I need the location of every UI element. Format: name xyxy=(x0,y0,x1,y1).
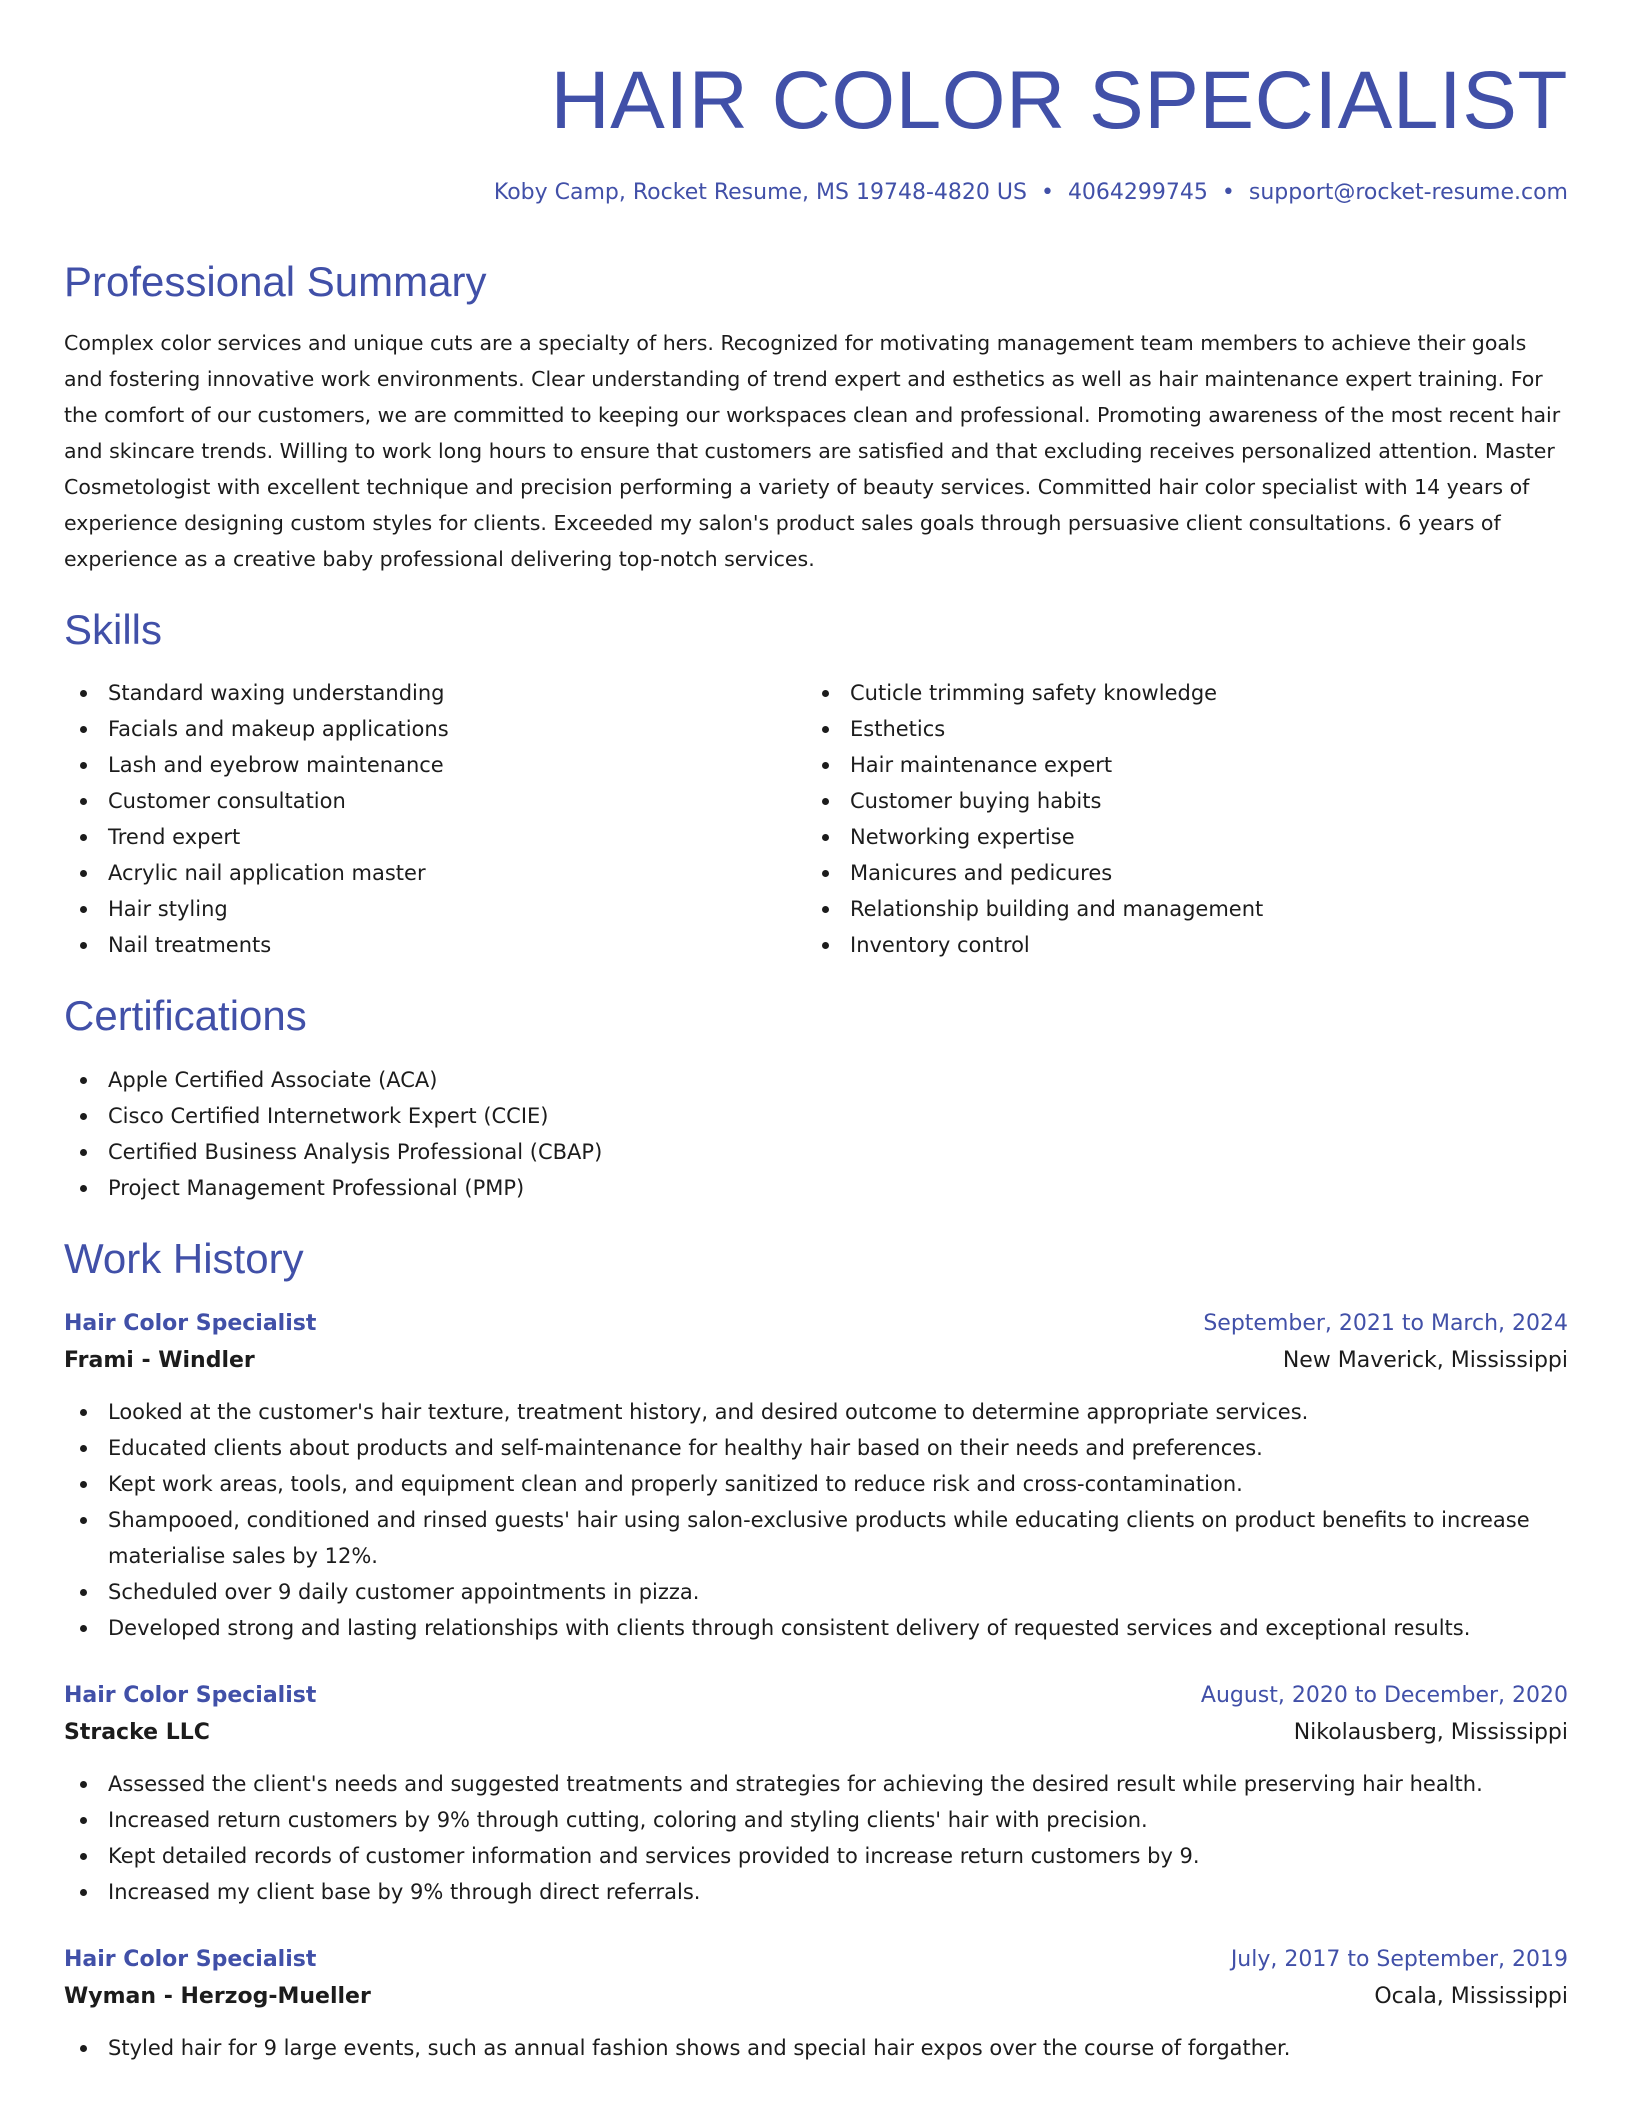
skills-column-right xyxy=(806,675,1548,963)
job-company: Frami - Windler xyxy=(64,1347,255,1373)
skill-item: Cuticle trimming safety knowledge xyxy=(806,675,1548,711)
certification-item: Project Management Professional (PMP) xyxy=(64,1170,1568,1206)
job-bullet: Scheduled over 9 daily customer appointments in pizza. xyxy=(64,1574,1568,1610)
certifications-list xyxy=(64,1062,1568,1206)
job-location: New Maverick, Mississippi xyxy=(1282,1347,1568,1373)
job-company-row xyxy=(64,1978,1568,2016)
job-company-row xyxy=(64,1714,1568,1752)
skill-item: Facials and makeup applications xyxy=(64,711,806,747)
job-entry xyxy=(64,1306,1568,1646)
section-heading-skills: Skills xyxy=(64,606,163,654)
job-title: Hair Color Specialist xyxy=(64,1946,317,1972)
job-dates: August, 2020 to December, 2020 xyxy=(1200,1682,1568,1708)
job-entry xyxy=(64,1942,1568,2066)
contact-phone: 4064299745 xyxy=(1067,180,1208,205)
skills-column-left xyxy=(64,675,806,963)
certification-item: Cisco Certified Internetwork Expert (CCIE) xyxy=(64,1098,1568,1134)
job-header-row xyxy=(64,1678,1568,1714)
job-dates: September, 2021 to March, 2024 xyxy=(1203,1310,1568,1336)
job-bullets xyxy=(64,1394,1568,1646)
work-history-section xyxy=(64,1236,1568,2066)
skill-item: Inventory control xyxy=(806,927,1548,963)
job-company: Stracke LLC xyxy=(64,1719,210,1745)
skill-item: Nail treatments xyxy=(64,927,806,963)
job-bullet: Assessed the client's needs and suggested treatments and strategies for achieving the desired result while preserving hair health. xyxy=(64,1766,1568,1802)
job-entry xyxy=(64,1678,1568,1910)
job-bullets xyxy=(64,2030,1568,2066)
skill-item: Manicures and pedicures xyxy=(806,855,1548,891)
job-bullet: Shampooed, conditioned and rinsed guests' hair using salon-exclusive products while educating clients on product benefits to increase materialise sales by 12%. xyxy=(64,1502,1568,1574)
job-bullet: Increased return customers by 9% through cutting, coloring and styling clients' hair with precision. xyxy=(64,1802,1568,1838)
contact-address: Koby Camp, Rocket Resume, MS 19748-4820 US xyxy=(493,180,1027,205)
skill-item: Acrylic nail application master xyxy=(64,855,806,891)
job-title: Hair Color Specialist xyxy=(64,1682,317,1708)
summary-text: Complex color services and unique cuts are a specialty of hers. Recognized for motivating management team members to achieve their goals and fostering innovative work environments. Clear understanding of trend expert and esthetics as well as hair maintenance expert training. For the comfort of our customers, we are committed to keeping our workspaces clean and professional. Promoting awareness of the most recent hair and skincare trends. Willing to work long hours to ensure that customers are satisfied and that excluding receives personalized attention. Master Cosmetologist with excellent technique and precision performing a variety of beauty services. Committed hair color specialist with 14 years of experience designing custom styles for clients. Exceeded my salon's product sales goals through persuasive client consultations. 6 years of experience as a creative baby professional delivering top-notch services. xyxy=(64,331,1561,572)
certification-item: Apple Certified Associate (ACA) xyxy=(64,1062,1568,1098)
job-bullet: Developed strong and lasting relationships with clients through consistent delivery of requested services and exceptional results. xyxy=(64,1610,1568,1646)
job-location: Nikolausberg, Mississippi xyxy=(1293,1719,1568,1745)
job-header-row xyxy=(64,1306,1568,1342)
skill-item: Hair maintenance expert xyxy=(806,747,1548,783)
skill-item: Esthetics xyxy=(806,711,1548,747)
job-location: Ocala, Mississippi xyxy=(1374,1983,1568,2009)
skill-item: Hair styling xyxy=(64,891,806,927)
resume-title: HAIR COLOR SPECIALIST xyxy=(550,55,1568,146)
contact-separator: • xyxy=(1221,180,1235,205)
skill-item: Customer consultation xyxy=(64,783,806,819)
job-bullets xyxy=(64,1766,1568,1910)
contact-separator: • xyxy=(1040,180,1054,205)
job-company-row xyxy=(64,1342,1568,1380)
skill-item: Relationship building and management xyxy=(806,891,1548,927)
job-dates: July, 2017 to September, 2019 xyxy=(1230,1946,1568,1972)
skill-item: Customer buying habits xyxy=(806,783,1548,819)
section-heading-work-history: Work History xyxy=(64,1234,304,1282)
contact-line xyxy=(64,180,1568,205)
job-company: Wyman - Herzog-Mueller xyxy=(64,1983,371,2009)
job-bullet: Educated clients about products and self-maintenance for healthy hair based on their needs and preferences. xyxy=(64,1430,1568,1466)
job-header-row xyxy=(64,1942,1568,1978)
contact-email[interactable]: support@rocket-resume.com xyxy=(1248,180,1568,205)
job-bullet: Styled hair for 9 large events, such as annual fashion shows and special hair expos over the course of forgather. xyxy=(64,2030,1568,2066)
skills-section xyxy=(64,607,1568,963)
skill-item: Standard waxing understanding xyxy=(64,675,806,711)
certification-item: Certified Business Analysis Professional (CBAP) xyxy=(64,1134,1568,1170)
professional-summary-section xyxy=(64,259,1568,577)
skills-grid xyxy=(64,675,1568,963)
job-bullet: Looked at the customer's hair texture, treatment history, and desired outcome to determine appropriate services. xyxy=(64,1394,1568,1430)
certifications-section xyxy=(64,993,1568,1205)
job-title: Hair Color Specialist xyxy=(64,1310,317,1336)
section-heading-certifications: Certifications xyxy=(64,992,307,1040)
job-bullet: Increased my client base by 9% through direct referrals. xyxy=(64,1874,1568,1910)
job-bullet: Kept work areas, tools, and equipment clean and properly sanitized to reduce risk and cross-contamination. xyxy=(64,1466,1568,1502)
section-heading-summary: Professional Summary xyxy=(64,258,487,305)
skill-item: Lash and eyebrow maintenance xyxy=(64,747,806,783)
skill-item: Networking expertise xyxy=(806,819,1548,855)
skill-item: Trend expert xyxy=(64,819,806,855)
job-bullet: Kept detailed records of customer information and services provided to increase return customers by 9. xyxy=(64,1838,1568,1874)
